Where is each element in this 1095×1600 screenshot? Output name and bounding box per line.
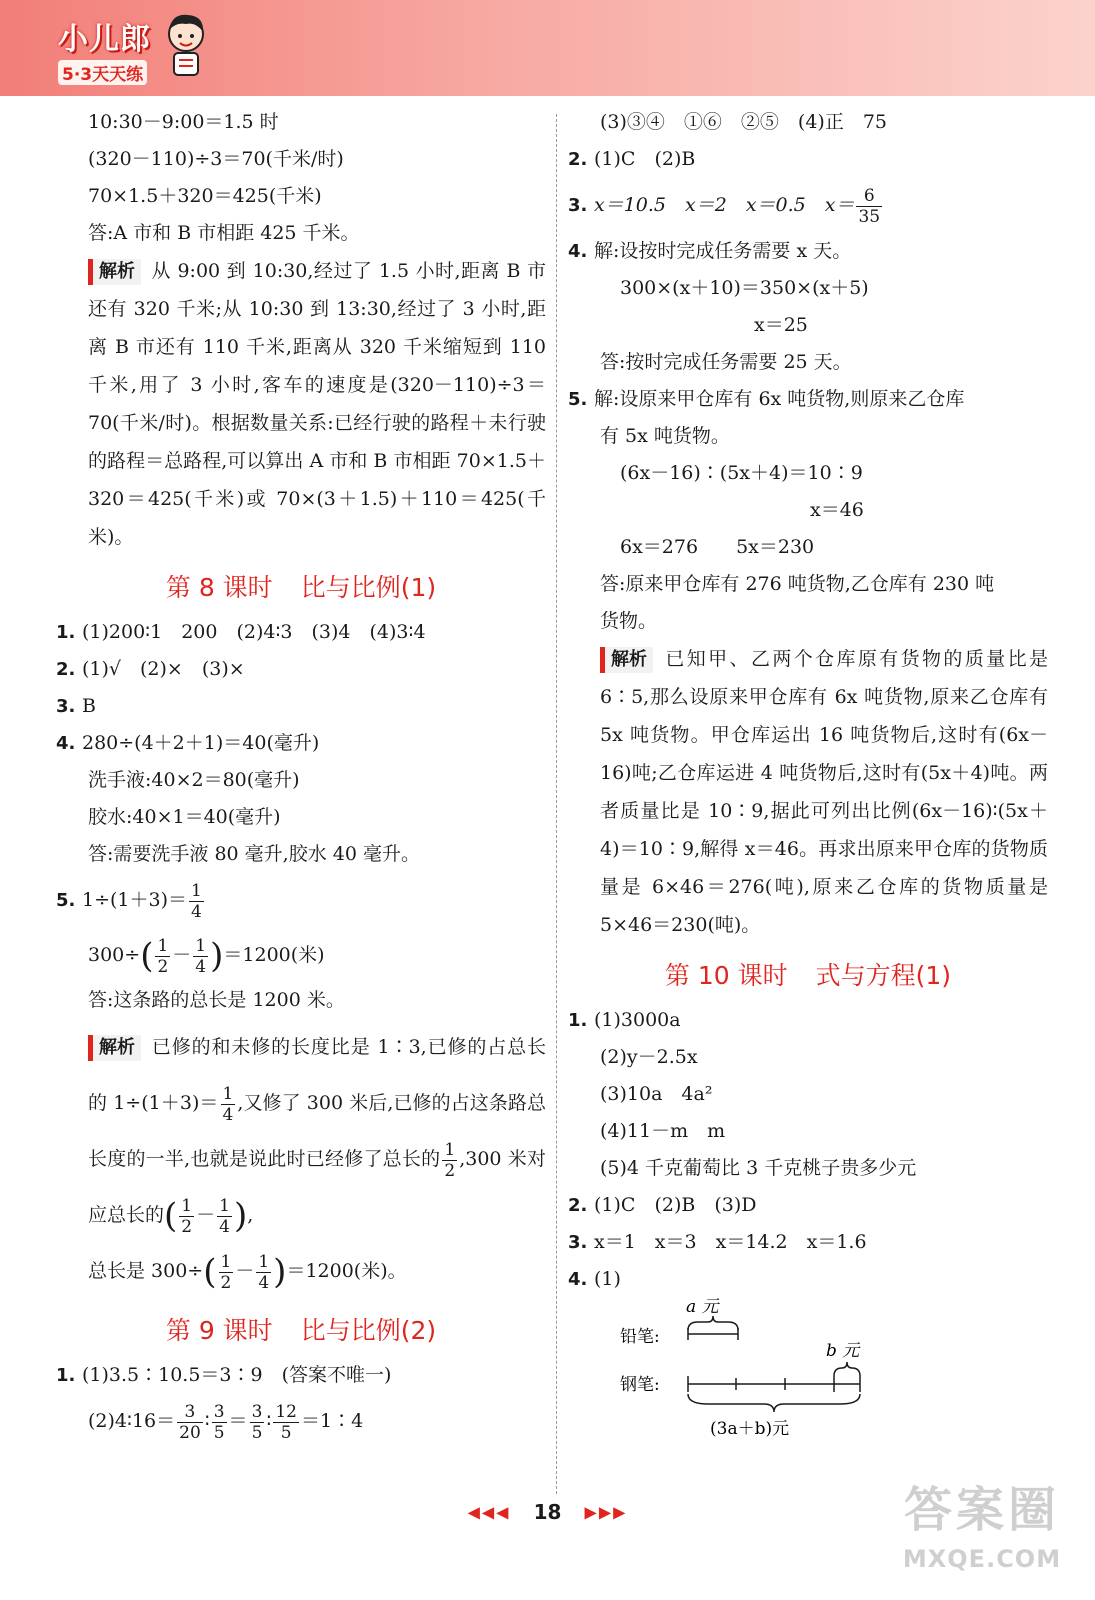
answer-line: (320－110)÷3＝70(千米/时) bbox=[88, 148, 344, 170]
answer-line: 答:按时完成任务需要 25 天。 bbox=[600, 351, 852, 373]
brace-a bbox=[688, 1316, 738, 1330]
section-title-8 bbox=[56, 568, 546, 608]
pencil-label: 铅笔: bbox=[620, 1327, 660, 1347]
question-5: 5. 1÷(1＋3)＝ $\frac{1}{4}$ bbox=[56, 880, 202, 922]
page-header bbox=[0, 0, 1095, 96]
fraction: $\frac{1}{4}$ bbox=[219, 1195, 230, 1237]
question-3: 3. B bbox=[56, 695, 96, 717]
answer-line: 10:30－9:00＝1.5 时 bbox=[88, 111, 279, 133]
equation-line: x＝25 bbox=[754, 314, 808, 336]
column-divider bbox=[556, 114, 557, 1494]
answer-line: 答:这条路的总长是 1200 米。 bbox=[88, 989, 345, 1011]
prev-arrows-icon: ◀◀◀ bbox=[467, 1502, 511, 1522]
equation-line: 6x＝276 5x＝230 bbox=[620, 536, 815, 558]
answer-line: (4)11－m m bbox=[600, 1120, 726, 1142]
left-column bbox=[56, 104, 546, 1448]
section-number: 第 9 课时 bbox=[165, 1316, 273, 1345]
question-1: 1. (1)200∶1 200 (2)4∶3 (3)4 (4)3∶4 bbox=[56, 621, 426, 643]
label-b: b 元 bbox=[826, 1341, 860, 1361]
fraction: $\frac{1}{4}$ bbox=[195, 935, 207, 977]
answer-line: (2)4∶16＝ $\frac{3}{20}$ ∶ $\frac{3}{5}$ ＝ $\frac{3}{5}$ ∶ $\frac{12}{5}$ ＝1∶4 bbox=[88, 1401, 364, 1443]
question-4: 4. 解:设按时完成任务需要 x 天。 bbox=[568, 240, 852, 262]
answer-line: 答:A 市和 B 市相距 425 千米。 bbox=[88, 222, 360, 244]
analysis-block bbox=[568, 640, 1048, 944]
analysis-text: 从 9:00 到 10:30,经过了 1.5 小时,距离 B 市还有 320 千米;从 10:30 到 13:30,经过了 3 小时,距离 B 市还有 110 千米,距离从 320 千米缩短到 110 千米,用了 3 小时,客车的速度是(320－110)÷3＝70(千米/时)。根据数量关系:已经行驶的路程＋未行驶的路程＝总路程,可以算出 A 市和 B 市相距 70×1.5＋320＝425(千米)或 70×(3＋1.5)＋110＝425(千米)。 bbox=[88, 260, 546, 548]
answer-line: 答:原来甲仓库有 276 吨货物,乙仓库有 230 吨 bbox=[600, 573, 995, 595]
section-title-10 bbox=[568, 956, 1048, 996]
brace-total bbox=[688, 1394, 860, 1412]
question-5: 5. 解:设原来甲仓库有 6x 吨货物,则原来乙仓库 bbox=[568, 388, 965, 410]
page-number: 18 bbox=[533, 1500, 562, 1524]
answer-line: (3)10a 4a² bbox=[600, 1083, 713, 1105]
segment-diagram-svg bbox=[568, 1298, 868, 1448]
analysis-tag: 解析 bbox=[88, 259, 141, 285]
analysis-tag: 解析 bbox=[88, 1035, 141, 1061]
analysis-block bbox=[56, 252, 546, 556]
section-name: 比与比例(2) bbox=[300, 1316, 437, 1345]
answer-line: (2)y－2.5x bbox=[600, 1046, 698, 1068]
answer-line: (3)③④ ①⑥ ②⑤ (4)正 75 bbox=[600, 111, 888, 133]
next-arrows-icon: ▶▶▶ bbox=[584, 1502, 628, 1522]
analysis-block: 解析 已修的和未修的长度比是 1∶3,已修的占总长的 1÷(1＋3)＝ $\frac{1}{4}$ ,又修了 300 米后,已修的占这条路总长度的一半,也就是说此时已经修了总长的 $\frac{1}{2}$ ,300 米对应总长的( $\frac{1}{2}$ － $\frac{1}{4}$ ), 总长是 300÷( $\frac{1}{2}$ － $\frac{1}{4}$ )＝1200(米)。 bbox=[88, 1036, 546, 1293]
question-2: 2. (1)C (2)B (3)D bbox=[568, 1194, 757, 1216]
answer-line: 有 5x 吨货物。 bbox=[600, 425, 730, 447]
question-2: 2. (1)C (2)B bbox=[568, 148, 696, 170]
question-1: 1. (1)3000a bbox=[568, 1009, 681, 1031]
right-column bbox=[568, 104, 1048, 1448]
equation-line: 300×(x＋10)＝350×(x＋5) bbox=[620, 277, 869, 299]
question-4: 4. 280÷(4＋2＋1)＝40(毫升) bbox=[56, 732, 320, 754]
logo-subtitle: 5·3天天练 bbox=[58, 60, 147, 85]
section-number: 第 8 课时 bbox=[165, 573, 273, 602]
total-label: (3a＋b)元 bbox=[710, 1419, 790, 1439]
fraction: $\frac{3}{20}$ bbox=[179, 1401, 201, 1443]
watermark-url: MXQE.COM bbox=[902, 1545, 1062, 1573]
equation-line: x＝46 bbox=[810, 499, 864, 521]
watermark bbox=[892, 1478, 1072, 1594]
fraction: $\frac{1}{2}$ bbox=[444, 1139, 456, 1181]
analysis-text: 已知甲、乙两个仓库原有货物的质量比是 6∶5,那么设原来甲仓库有 6x 吨货物,原来乙仓库有 5x 吨货物。甲仓库运出 16 吨货物后,这时有(6x－16)吨;乙仓库运进 4 吨货物后,这时有(5x＋4)吨。两者质量比是 10∶9,据此可列出比例(6x－16)∶(5x＋4)＝10∶9,解得 x＝46。再求出原来甲仓库的货物质量是 6×46＝276(吨),原来乙仓库的货物质量是 5×46＝230(吨)。 bbox=[600, 648, 1048, 936]
answer-line: 洗手液:40×2＝80(毫升) bbox=[88, 769, 300, 791]
label-a: a 元 bbox=[686, 1298, 719, 1317]
fraction: $\frac{1}{2}$ bbox=[157, 935, 169, 977]
line-segment-diagram bbox=[568, 1298, 1048, 1448]
watermark-logo: 答案圈 bbox=[903, 1482, 1060, 1538]
question-3: 3. x＝10.5 x＝2 x＝0.5 x＝ $\frac{6}{35}$ bbox=[568, 185, 881, 227]
question-2: 2. (1)√ (2)× (3)× bbox=[56, 658, 245, 680]
answer-line: 300÷( $\frac{1}{2}$ － $\frac{1}{4}$ )＝1200(米) bbox=[88, 935, 325, 977]
brand-logo bbox=[58, 14, 151, 85]
fraction: $\frac{6}{35}$ bbox=[858, 185, 881, 227]
brace-b bbox=[834, 1362, 860, 1376]
mascot-icon bbox=[162, 10, 210, 80]
section-name: 式与方程(1) bbox=[815, 961, 952, 990]
analysis-tag: 解析 bbox=[600, 647, 653, 673]
fraction: $\frac{1}{4}$ bbox=[222, 1083, 234, 1125]
fraction: $\frac{1}{2}$ bbox=[220, 1251, 232, 1293]
question-1: 1. (1)3.5∶10.5＝3∶9 (答案不唯一) bbox=[56, 1364, 392, 1386]
answer-line: 70×1.5＋320＝425(千米) bbox=[88, 185, 322, 207]
logo-title: 小儿郎 bbox=[58, 22, 151, 57]
fraction: $\frac{12}{5}$ bbox=[275, 1401, 297, 1443]
fraction: $\frac{1}{4}$ bbox=[258, 1251, 270, 1293]
equation-line: (6x－16)∶(5x＋4)＝10∶9 bbox=[620, 462, 863, 484]
pen-label: 钢笔: bbox=[620, 1375, 660, 1395]
answer-line: (5)4 千克葡萄比 3 千克桃子贵多少元 bbox=[600, 1157, 917, 1179]
section-name: 比与比例(1) bbox=[300, 573, 437, 602]
fraction: $\frac{3}{5}$ bbox=[213, 1401, 225, 1443]
answer-line: 答:需要洗手液 80 毫升,胶水 40 毫升。 bbox=[88, 843, 420, 865]
section-title-9 bbox=[56, 1311, 546, 1351]
fraction: $\frac{1}{4}$ bbox=[191, 880, 202, 922]
fraction: $\frac{1}{2}$ bbox=[181, 1195, 193, 1237]
answer-line: 胶水:40×1＝40(毫升) bbox=[88, 806, 281, 828]
question-3: 3. x＝1 x＝3 x＝14.2 x＝1.6 bbox=[568, 1231, 867, 1253]
question-4: 4. (1) bbox=[568, 1268, 621, 1290]
fraction: $\frac{3}{5}$ bbox=[251, 1401, 263, 1443]
answer-line: 货物。 bbox=[600, 610, 658, 632]
section-number: 第 10 课时 bbox=[664, 961, 788, 990]
